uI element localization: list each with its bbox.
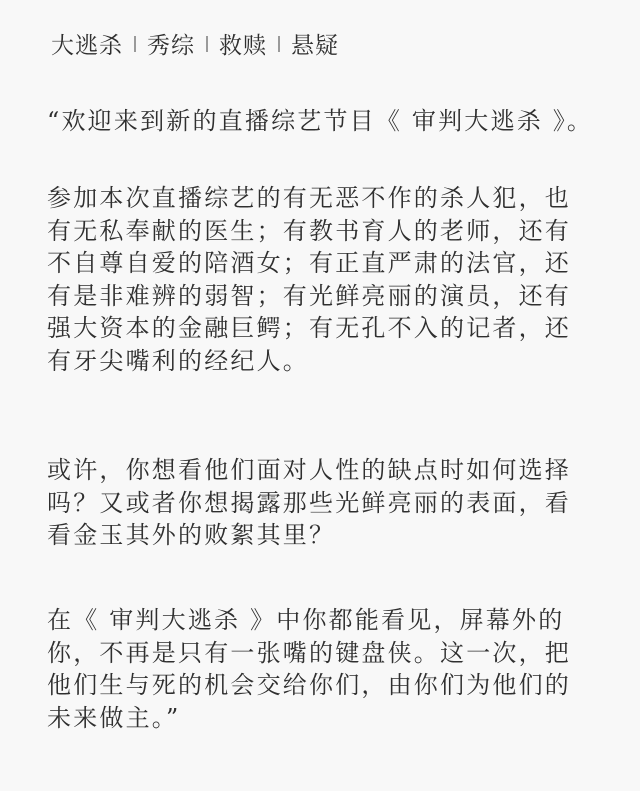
text-line: 有牙尖嘴利的经纪人。 xyxy=(47,346,309,375)
text-line: “欢迎来到新的直播综艺节目《 审判大逃杀 》。 xyxy=(47,107,594,135)
paragraph-intro xyxy=(47,105,607,138)
text-line: 或许，你想看他们面对人性的缺点时如何选择 xyxy=(47,456,571,484)
text-line: 有是非难辨的弱智；有光鲜亮丽的演员，还有 xyxy=(47,281,571,310)
paragraph-question xyxy=(47,454,607,552)
text-line: 你，不再是只有一张嘴的键盘侠。这一次，把 xyxy=(47,638,571,667)
text-line: 有无私奉献的医生；有教书育人的老师，还有 xyxy=(47,216,571,245)
text-line: 不自尊自爱的陪酒女；有正直严肃的法官，还 xyxy=(47,249,571,277)
text-line: 参加本次直播综艺的有无恶不作的杀人犯，也 xyxy=(47,184,571,212)
tag-separator xyxy=(206,36,208,52)
tag-item[interactable]: 大逃杀 xyxy=(51,33,123,59)
text-line: 看金玉其外的败絮其里？ xyxy=(47,521,336,549)
tag-separator xyxy=(134,36,136,52)
tag-item[interactable]: 救赎 xyxy=(219,33,267,59)
text-line: 他们生与死的机会交给你们，由你们为他们的 xyxy=(47,671,571,699)
paragraph-closing xyxy=(47,604,607,734)
tag-item[interactable]: 秀综 xyxy=(147,33,195,59)
tag-list xyxy=(51,27,339,60)
paragraph-participants xyxy=(47,182,607,377)
text-line: 强大资本的金融巨鳄；有无孔不入的记者，还 xyxy=(47,314,571,342)
tag-separator xyxy=(278,36,280,52)
text-line: 吗？又或者你想揭露那些光鲜亮丽的表面，看 xyxy=(47,488,571,517)
text-line: 未来做主。” xyxy=(47,703,181,732)
tag-item[interactable]: 悬疑 xyxy=(291,33,339,59)
text-line: 在《 审判大逃杀 》中你都能看见，屏幕外的 xyxy=(47,606,565,634)
